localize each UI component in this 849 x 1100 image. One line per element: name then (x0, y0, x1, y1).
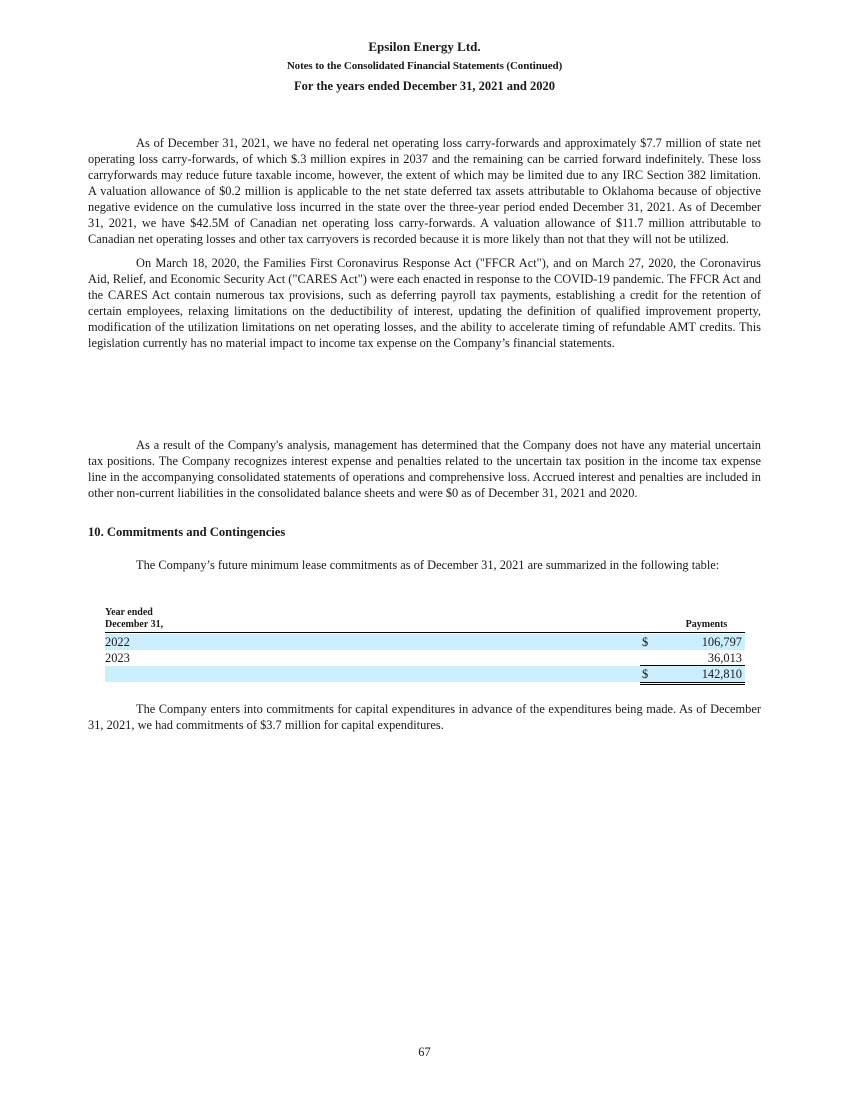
table-row (105, 650, 745, 666)
company-name: Epsilon Energy Ltd. (368, 39, 481, 54)
uncertain-tax-paragraph: As a result of the Company's analysis, management has determined that the Company does not have any material uncertain tax positions. The Company recognizes interest expense and penalties related to the uncertain tax position in the income tax expense line in the accompanying consolidated statements of operations and comprehensive loss. Accrued interest and penalties are included in other non-current liabilities in the consolidated balance sheets and were $0 as of December 31, 2021 and 2020. (88, 438, 761, 500)
table-total-row (105, 666, 745, 682)
table-header-rule (105, 632, 745, 633)
table-header-year-line1: Year ended (105, 607, 153, 618)
table-header-year (105, 607, 163, 631)
total-double-rule-top (640, 682, 745, 683)
table-row (105, 634, 745, 650)
row-amount: 36,013 (707, 651, 742, 665)
nol-paragraph: As of December 31, 2021, we have no federal net operating loss carry-forwards and approximately $7.7 million of state net operating loss carry-forwards, of which $.3 million expires in 2037 and the remaining can be carried forward indefinitely. These loss carryforwards may reduce future taxable income, however, the extent of which may be limited due to any IRC Section 382 limitation. A valuation allowance of $0.2 million is applicable to the net state deferred tax assets attributable to Oklahoma because of objective negative evidence on the cumulative loss incurred in the state over the three-year period ended December 31, 2021. As of December 31, 2021, we have $42.5M of Canadian net operating loss carry-forwards. A valuation allowance of $11.7 million attributable to Canadian net operating losses and other tax carryovers is recorded because it is more likely than not that they will not be utilized. (88, 136, 761, 246)
reporting-period: For the years ended December 31, 2021 and 2020 (294, 79, 555, 93)
cares-act-paragraph: On March 18, 2020, the Families First Coronavirus Response Act ("FFCR Act"), and on March 27, 2020, the Coronavirus Aid, Relief, and Economic Security Act ("CARES Act") were each enacted in response to the COVID-19 pandemic. The FFCR Act and the CARES Act contain numerous tax provisions, such as deferring payroll tax payments, establishing a credit for the retention of certain employees, relaxing limitations on the deductibility of interest, updating the definition of qualified improvement property, modification of the utilization limitations on net operating losses, and the ability to accelerate timing of refundable AMT credits. This legislation currently has no material impact to income tax expense on the Company’s financial statements. (88, 256, 761, 350)
row-year: 2022 (105, 635, 130, 649)
row-amount: 106,797 (701, 635, 742, 649)
total-double-rule-bottom (640, 684, 745, 685)
page-number: 67 (418, 1045, 431, 1059)
table-header-payments: Payments (685, 619, 728, 630)
row-currency: $ (642, 635, 649, 649)
lease-intro-paragraph: The Company’s future minimum lease commitments as of December 31, 2021 are summarized in the following table: (136, 558, 720, 572)
total-amount: 142,810 (701, 667, 742, 681)
total-currency: $ (642, 667, 649, 681)
table-header-year-line2: December 31, (105, 619, 164, 630)
document-subtitle: Notes to the Consolidated Financial Statements (Continued) (286, 60, 563, 72)
row-year: 2023 (105, 651, 130, 665)
section-title: 10. Commitments and Contingencies (88, 525, 286, 539)
capex-paragraph: The Company enters into commitments for capital expenditures in advance of the expenditures being made. As of December 31, 2021, we had commitments of $3.7 million for capital expenditures. (88, 702, 761, 732)
